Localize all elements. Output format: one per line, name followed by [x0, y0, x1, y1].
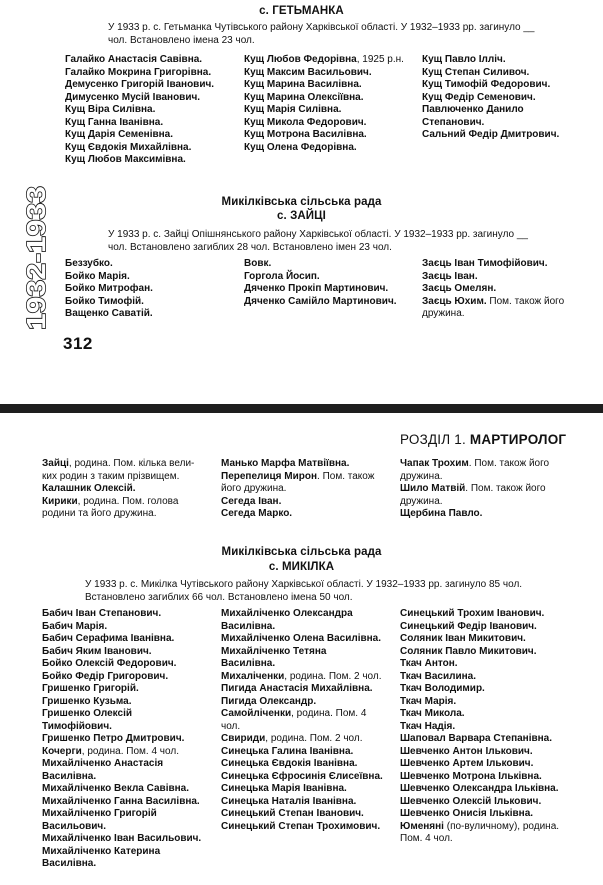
list-item [65, 129, 235, 142]
person-name: Ткач Марія. [400, 695, 457, 707]
person-name: Бойко Марія. [65, 270, 130, 282]
person-name: Михайліченко Олександра Василівна. [221, 608, 353, 632]
list-item [400, 733, 562, 746]
person-name: Кущ Любов Максимівна. [65, 154, 186, 165]
person-name: Михайліченко Векла Савівна. [42, 783, 190, 794]
council-title-mykilka: Микілківська сільська рада [221, 546, 382, 558]
zaitsi-cont-col3 [400, 458, 562, 521]
person-name: Синецька Єфросинія Єлисеївна. [221, 770, 383, 782]
list-item [65, 283, 225, 296]
list-item [221, 671, 383, 684]
list-item [400, 658, 562, 671]
person-name: Синецький Трохим Іванович. [400, 608, 545, 619]
list-item [42, 496, 202, 521]
list-item [221, 808, 383, 821]
person-note: , родина. Пом. кілька великих родин з таким прізвищем. [42, 458, 195, 482]
list-item [422, 296, 586, 321]
list-item [422, 271, 586, 284]
list-item [42, 708, 204, 733]
person-note: , родина. Пом. 4 чол. [81, 745, 179, 757]
person-name: Гришенко Петро Дмитрович. [42, 733, 185, 744]
list-item [221, 796, 383, 809]
person-name: Шевченко Олександра Ільківна. [400, 783, 559, 794]
list-item [221, 633, 383, 646]
list-item [400, 458, 562, 483]
person-name: Гришенко Олексій Тимофійович. [42, 708, 133, 732]
list-item [221, 758, 383, 771]
person-name: Синецька Євдокія Іванівна. [221, 758, 358, 769]
person-name: Шевченко Онисія Ільківна. [400, 808, 534, 819]
person-name: Вовк. [244, 258, 272, 269]
person-name: Кущ Євдокія Михайлівна. [65, 141, 192, 153]
list-item [42, 483, 202, 496]
person-name: Кущ Ганна Іванівна. [65, 116, 164, 128]
person-note: . Пом. також його дружина. [400, 483, 546, 507]
list-item [42, 783, 204, 796]
person-name: Шевченко Артем Ількович. [400, 758, 534, 769]
list-item [400, 771, 562, 784]
zaitsi-names-col2 [244, 258, 407, 308]
person-name: Михаліченки [221, 670, 285, 682]
village-intro-zaitsi: У 1933 р. с. Зайці Опішнянського району Харківської області. У 1932–1933 рр. загинуло __ чол. Встановлено загиблих 28 чол. Встановлено імен 23 чол. [108, 229, 528, 253]
list-item [65, 54, 235, 67]
village-title-mykilka: с. МИКІЛКА [268, 561, 335, 573]
person-note: . Пом. також його дружина. [221, 470, 375, 494]
list-item [400, 646, 562, 659]
person-name: Синецький Федір Іванович. [400, 620, 537, 632]
list-item [422, 104, 586, 129]
section-header [400, 432, 566, 447]
person-name: Манько Марфа Матвіївна. [221, 458, 350, 469]
village-intro-mykilka: У 1933 р. с. Микілка Чутівського району Харківської області. У 1932–1933 рр. загинуло 85 чол. Встановлено загиблих 66 чол. Встановлено імена 50 чол. [85, 579, 523, 603]
person-name: Юменяні [400, 820, 444, 832]
person-name: Бабич Марія. [42, 620, 108, 632]
person-name: Кущ Марина Василівна. [244, 79, 362, 90]
list-item [42, 733, 204, 746]
list-item [65, 271, 225, 284]
person-name: Ткач Надія. [400, 720, 456, 732]
person-name: Бабич Іван Степанович. [42, 608, 162, 619]
list-item [65, 296, 225, 309]
list-item [244, 271, 407, 284]
person-name: Шевченко Олексій Ількович. [400, 795, 542, 807]
person-name: Бабич Яким Іванович. [42, 645, 152, 657]
village-title-zaitsi: с. ЗАЙЦІ [277, 210, 326, 222]
list-item [65, 79, 235, 92]
person-name: Кущ Олена Федорівна. [244, 141, 357, 153]
list-item [400, 808, 562, 821]
person-name: Михайліченко Тетяна Василівна. [221, 645, 327, 669]
person-name: Пигида Олександр. [221, 695, 317, 707]
person-name: Сальний Федір Дмитрович. [422, 129, 560, 140]
person-name: Бойко Митрофан. [65, 283, 153, 294]
list-item [42, 846, 204, 871]
list-item [42, 796, 204, 809]
list-item [42, 833, 204, 846]
person-note: , родина. Пом. 4 чол. [221, 708, 367, 732]
person-name: Перепелиця Мирон [221, 470, 318, 482]
list-item [244, 117, 407, 130]
person-name: Бойко Федір Григорович. [42, 670, 169, 682]
list-item [42, 683, 204, 696]
list-item [400, 696, 562, 709]
list-item [400, 621, 562, 634]
page-312 [0, 0, 603, 404]
person-note: , родина. Пом. 2 чол. [284, 670, 382, 682]
list-item [221, 458, 383, 471]
person-name: Самойліченки [221, 708, 292, 719]
person-name: Горгола Йосип. [244, 270, 320, 282]
person-name: Бойко Олексій Федорович. [42, 658, 177, 669]
person-name: Шевченко Антон Ількович. [400, 745, 533, 757]
list-item [400, 608, 562, 621]
list-item [400, 821, 562, 846]
section-label: РОЗДІЛ 1. [400, 432, 466, 447]
person-name: Кущ Павло Ілліч. [422, 54, 506, 65]
list-item [65, 258, 225, 271]
person-name: Заєць Омелян. [422, 283, 497, 294]
person-name: Кущ Тимофій Федорович. [422, 79, 551, 90]
list-item [244, 79, 407, 92]
person-name: Димусенко Мусій Іванович. [65, 91, 201, 103]
person-name: Синецький Степан Трохимович. [221, 820, 381, 832]
person-name: Шило Матвій [400, 483, 466, 494]
person-name: Михайліченко Ганна Василівна. [42, 795, 200, 807]
person-name: Синецька Галина Іванівна. [221, 745, 354, 757]
list-item [221, 821, 383, 834]
village-title-hetmanka: с. ГЕТЬМАНКА [259, 5, 344, 17]
list-item [422, 54, 586, 67]
person-name: Кирики [42, 495, 78, 507]
list-item [221, 471, 383, 496]
list-item [422, 67, 586, 80]
list-item [244, 54, 407, 67]
person-name: Синецька Наталія Іванівна. [221, 795, 357, 807]
person-name: Ткач Володимир. [400, 683, 485, 694]
person-name: Галайко Мокрина Григорівна. [65, 66, 212, 78]
hetmanka-names-col3 [422, 54, 586, 142]
list-item [42, 646, 204, 659]
person-name: Кущ Степан Силивоч. [422, 66, 530, 78]
person-name: Кочерги [42, 745, 82, 757]
person-name: Заєць Іван Тимофійович. [422, 258, 548, 269]
person-name: Соляник Іван Микитович. [400, 633, 526, 644]
person-name: Сегеда Іван. [221, 495, 282, 507]
person-name: Кущ Віра Силівна. [65, 104, 156, 115]
person-name: Бабич Серафима Іванівна. [42, 633, 175, 644]
list-item [221, 496, 383, 509]
zaitsi-names-col3 [422, 258, 586, 321]
list-item [65, 308, 225, 321]
page-313 [0, 413, 603, 885]
person-name: Дяченко Самійло Мартинович. [244, 295, 397, 307]
zaitsi-cont-col1 [42, 458, 202, 521]
list-item [221, 683, 383, 696]
person-name: Кущ Дарія Семенівна. [65, 129, 174, 140]
person-name: Ткач Антон. [400, 658, 458, 669]
council-title-zaitsi: Микілківська сільська рада [221, 196, 382, 208]
list-item [400, 483, 562, 508]
side-years-graphic [21, 184, 51, 332]
person-name: Ващенко Саватій. [65, 308, 153, 319]
list-item [221, 746, 383, 759]
village-intro-hetmanka: У 1933 р. с. Гетьманка Чутівського району Харківської області. У 1932–1933 рр. загинуло __ чол. Встановлено імена 23 чол. [108, 22, 535, 46]
person-name: Кущ Федір Семенович. [422, 91, 536, 103]
list-item [42, 808, 204, 833]
page-divider [0, 404, 603, 413]
person-name: Соляник Павло Микитович. [400, 645, 537, 657]
person-note: , родина. Пом. 2 чол. [265, 733, 363, 744]
mykilka-names-col2 [221, 608, 383, 833]
list-item [221, 733, 383, 746]
list-item [221, 508, 383, 521]
list-item [244, 283, 407, 296]
list-item [400, 683, 562, 696]
person-name: Синецька Марія Іванівна. [221, 783, 347, 794]
list-item [42, 758, 204, 783]
list-item [400, 633, 562, 646]
list-item [244, 129, 407, 142]
list-item [42, 608, 204, 621]
zaitsi-cont-col2 [221, 458, 383, 521]
list-item [400, 783, 562, 796]
person-name: Кущ Марія Силівна. [244, 104, 342, 115]
list-item [42, 671, 204, 684]
list-item [244, 104, 407, 117]
list-item [42, 633, 204, 646]
person-name: Калашник Олексій. [42, 483, 136, 494]
person-name: Ткач Микола. [400, 708, 465, 719]
list-item [221, 783, 383, 796]
list-item [65, 92, 235, 105]
list-item [221, 708, 383, 733]
list-item [244, 67, 407, 80]
person-name: Шаповал Варвара Степанівна. [400, 733, 553, 744]
person-name: Михайліченко Григорій Васильович. [42, 808, 157, 832]
list-item [422, 283, 586, 296]
list-item [65, 142, 235, 155]
list-item [422, 92, 586, 105]
list-item [221, 608, 383, 633]
person-name: Михайліченко Катерина Василівна. [42, 845, 161, 869]
list-item [221, 696, 383, 709]
list-item [422, 79, 586, 92]
list-item [65, 104, 235, 117]
hetmanka-names-col1 [65, 54, 235, 167]
person-note: (по-вуличному), родина. Пом. 4 чол. [400, 820, 560, 844]
person-name: Дяченко Прокіп Мартинович. [244, 283, 389, 294]
list-item [42, 746, 204, 759]
person-name: Демусенко Григорій Іванович. [65, 79, 215, 90]
person-name: Чапак Трохим [400, 458, 469, 469]
section-title: МАРТИРОЛОГ [469, 432, 567, 447]
list-item [221, 771, 383, 784]
hetmanka-names-col2 [244, 54, 407, 154]
person-note: , родина. Пом. голова родини та його дружина. [42, 495, 179, 519]
list-item [42, 696, 204, 709]
list-item [42, 658, 204, 671]
list-item [400, 671, 562, 684]
person-name: Гришенко Кузьма. [42, 695, 132, 707]
list-item [422, 258, 586, 271]
list-item [65, 67, 235, 80]
list-item [42, 621, 204, 634]
list-item [400, 708, 562, 721]
person-name: Заєць Іван. [422, 270, 478, 282]
person-name: Пигида Анастасія Михайлівна. [221, 683, 373, 694]
person-note: Пом. також його дружина. [422, 295, 565, 319]
person-name: Свириди [221, 733, 266, 744]
person-name: Михайліченко Анастасія Василівна. [42, 758, 164, 782]
person-name: Синецький Степан Іванович. [221, 808, 364, 819]
person-name: Михайліченко Олена Василівна. [221, 633, 382, 644]
person-name: Кущ Любов Федорівна [244, 54, 357, 65]
list-item [400, 746, 562, 759]
person-name: Бойко Тимофій. [65, 295, 144, 307]
person-name: Михайліченко Іван Васильович. [42, 833, 202, 844]
person-name: Кущ Мотрона Василівна. [244, 129, 367, 140]
list-item [221, 646, 383, 671]
person-name: Беззубко. [65, 258, 113, 269]
person-name: Зайці [42, 458, 69, 469]
zaitsi-names-col1 [65, 258, 225, 321]
person-note: . Пом. також його дружина. [400, 458, 550, 482]
person-name: Кущ Максим Васильович. [244, 66, 372, 78]
list-item [244, 142, 407, 155]
side-years-label [21, 184, 51, 332]
list-item [244, 92, 407, 105]
person-name: Заєць Юхим. [422, 295, 487, 307]
list-item [42, 458, 202, 483]
list-item [244, 258, 407, 271]
list-item [244, 296, 407, 309]
list-item [400, 758, 562, 771]
person-note: , 1925 р.н. [356, 54, 404, 65]
list-item [400, 721, 562, 734]
person-name: Щербина Павло. [400, 508, 483, 519]
list-item [65, 117, 235, 130]
person-name: Кущ Марина Олексіївна. [244, 91, 364, 103]
list-item [422, 129, 586, 142]
page-number: 312 [63, 334, 93, 353]
list-item [65, 154, 235, 167]
person-name: Ткач Василина. [400, 670, 477, 682]
person-name: Шевченко Мотрона Ільківна. [400, 770, 542, 782]
person-name: Сегеда Марко. [221, 508, 293, 519]
list-item [400, 508, 562, 521]
person-name: Кущ Микола Федорович. [244, 116, 367, 128]
mykilka-names-col3 [400, 608, 562, 846]
list-item [400, 796, 562, 809]
person-name: Галайко Анастасія Савівна. [65, 54, 203, 65]
person-name: Гришенко Григорій. [42, 683, 139, 694]
mykilka-names-col1 [42, 608, 204, 871]
side-years-text: 1932-1933 [21, 205, 51, 330]
person-name: Павлюченко Данило Степанович. [422, 104, 524, 128]
